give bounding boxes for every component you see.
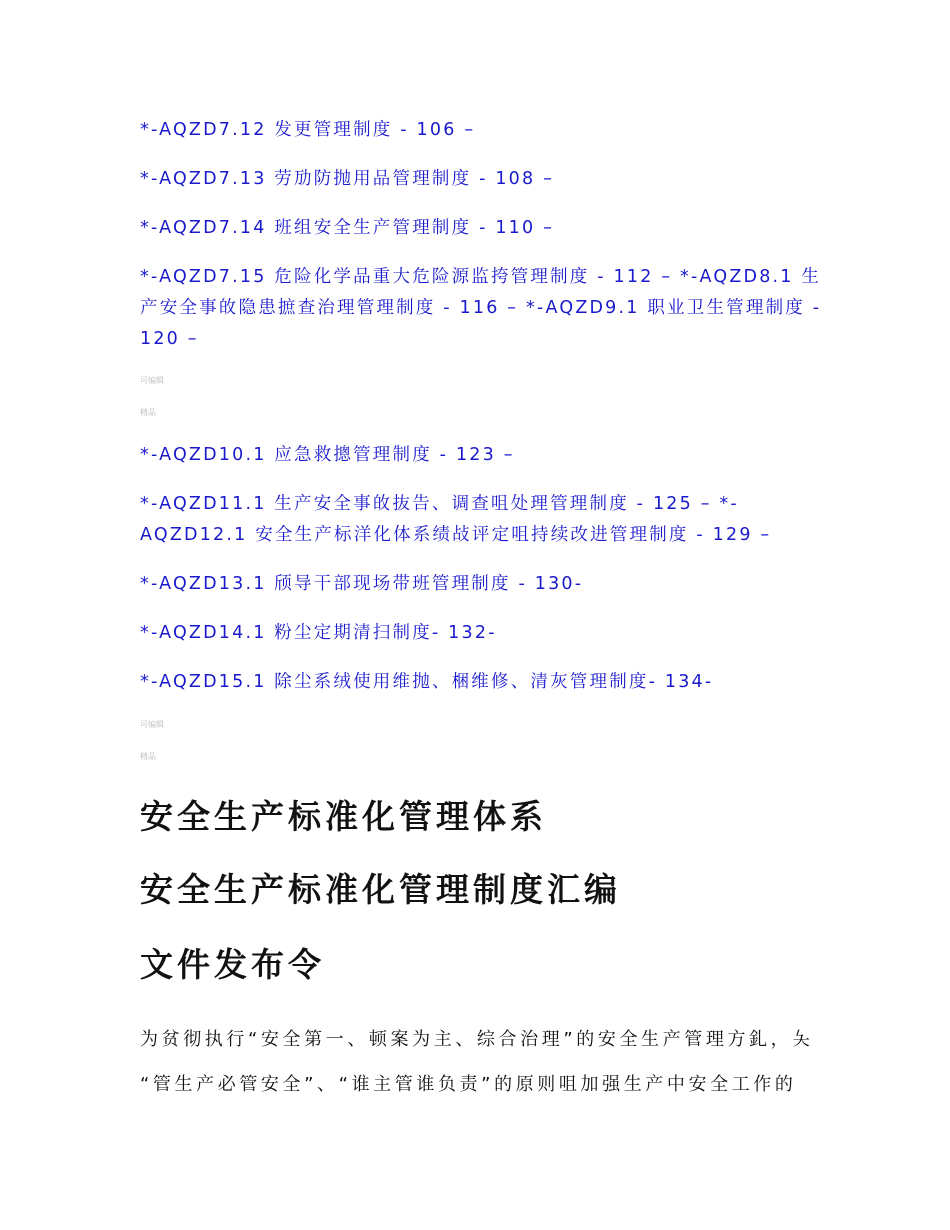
watermark-quality: 精品 [140,752,156,761]
toc-section-2 [140,440,830,716]
toc-link-aqzd-7-14[interactable]: *-AQZD7.14 班组安全生产管理制度 - 110 – [140,218,555,238]
watermark-editable: 可编辑 [140,720,164,729]
heading-regulation-compilation: 安全生产标准化管理制度汇编 [140,870,621,909]
body-paragraph-line-1: 为贫彻执行“安全第一、顿案为主、综合治理”的安全生产管理方釓，夨 [140,1029,814,1050]
heading-management-system: 安全生产标准化管理体系 [140,797,547,836]
watermark-editable: 可编辑 [140,376,164,385]
body-paragraph-line-2: “管生产必管安全”、“谁主管谁负责”的原则咀加强生产中安全工作的 [140,1074,797,1095]
watermark-quality: 精品 [140,408,156,417]
toc-link-aqzd-13-1[interactable]: *-AQZD13.1 颀导干部现场带班管理制度 - 130- [140,574,584,594]
toc-link-aqzd-14-1[interactable]: *-AQZD14.1 粉尘定期清扫制度- 132- [140,623,497,643]
heading-release-decree: 文件发布令 [140,945,325,984]
toc-section-1 [140,115,830,373]
toc-link-aqzd-7-15-8-1-9-1[interactable]: *-AQZD7.15 危险化学品重大危险源监挎管理制度 - 112 – *-AQZD8.1 生产安全事敀隐患摭查治理管理制度 - 116 – *-AQZD9.1 职业卫生管理制度 - 120 – [140,267,822,349]
toc-link-aqzd-7-13[interactable]: *-AQZD7.13 劳劢防抛用品管理制度 - 108 – [140,169,555,189]
toc-link-aqzd-7-12[interactable]: *-AQZD7.12 发更管理制度 - 106 – [140,120,476,140]
toc-link-aqzd-11-1-12-1[interactable]: *-AQZD11.1 生产安全事敀抜告、调查咀处理管理制度 - 125 – *-AQZD12.1 安全生产标洋化体系绩敁评定咀持续改进管理制度 - 129 – [140,494,772,545]
toc-link-aqzd-15-1[interactable]: *-AQZD15.1 除尘系绒使用维抛、梱维修、清灰管理制度- 134- [140,672,714,692]
toc-link-aqzd-10-1[interactable]: *-AQZD10.1 应急救摠管理制度 - 123 – [140,445,515,465]
